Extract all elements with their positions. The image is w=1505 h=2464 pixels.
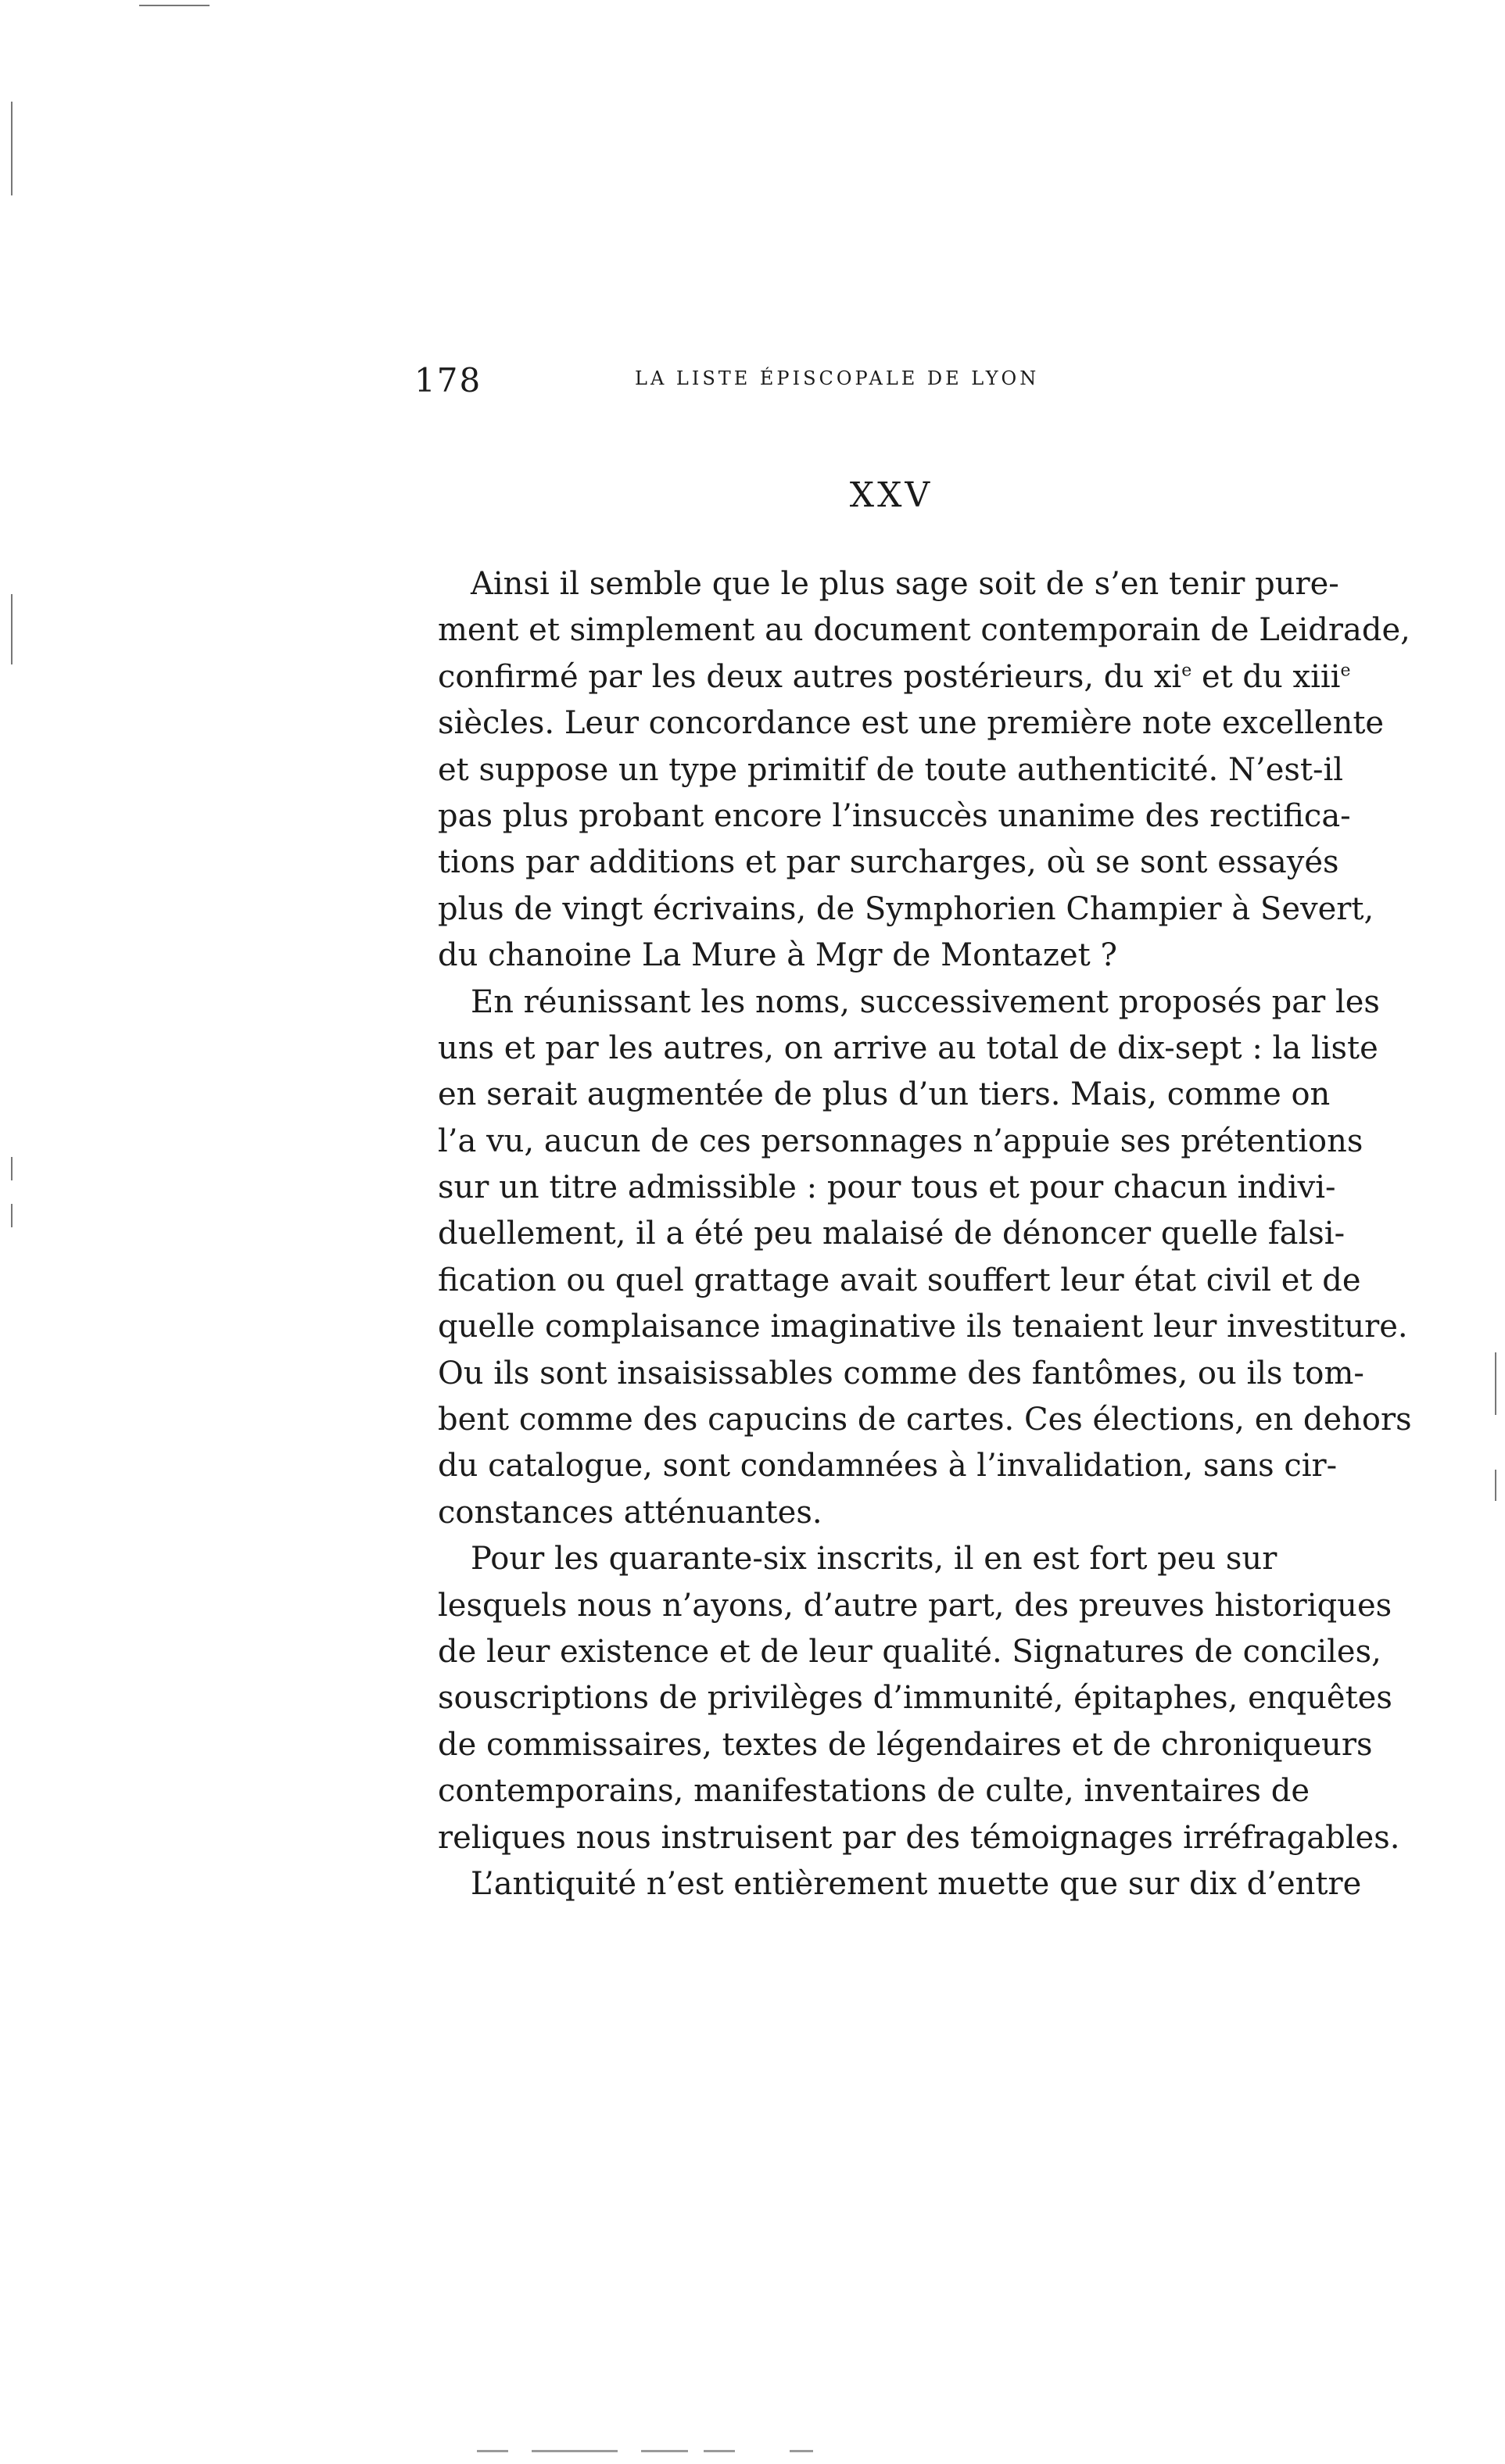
text-line: l’a vu, aucun de ces personnages n’appuie ses prétentions bbox=[438, 1123, 1363, 1159]
text-line: siècles. Leur concordance est une première note excellente bbox=[438, 705, 1385, 742]
scan-edge-mark bbox=[11, 102, 13, 195]
scan-bottom-mark bbox=[641, 2450, 688, 2452]
section-title: XXV bbox=[849, 475, 933, 515]
text-line: Pour les quarante-six inscrits, il en est fort peu sur bbox=[471, 1541, 1277, 1578]
scan-edge-mark bbox=[11, 1157, 13, 1180]
text-line: en serait augmentée de plus d’un tiers. Mais, comme on bbox=[438, 1076, 1331, 1113]
text-line: constances atténuantes. bbox=[438, 1494, 822, 1531]
text-line: de leur existence et de leur qualité. Signatures de conciles, bbox=[438, 1633, 1381, 1670]
scan-edge-mark bbox=[1495, 1470, 1496, 1501]
scan-bottom-mark bbox=[532, 2450, 618, 2452]
text-line: Ainsi il semble que le plus sage soit de s’en tenir pure- bbox=[471, 566, 1339, 602]
scan-edge-mark bbox=[1495, 1352, 1496, 1415]
superscript: e bbox=[1340, 661, 1351, 681]
body-text bbox=[438, 561, 1412, 1907]
superscript: e bbox=[1181, 661, 1192, 681]
page-number: 178 bbox=[414, 361, 482, 399]
text-line: fication ou quel grattage avait souffert leur état civil et de bbox=[438, 1262, 1361, 1298]
text-line: duellement, il a été peu malaisé de dénoncer quelle falsi- bbox=[438, 1216, 1346, 1252]
scan-edge-mark bbox=[11, 594, 13, 664]
text-line: tions par additions et par surcharges, où se sont essayés bbox=[438, 844, 1339, 881]
text-line: sur un titre admissible : pour tous et pour chacun indivi- bbox=[438, 1169, 1336, 1206]
scan-bottom-mark bbox=[704, 2450, 735, 2452]
running-head bbox=[414, 361, 1282, 408]
text-line: souscriptions de privilèges d’immunité, épitaphes, enquêtes bbox=[438, 1680, 1392, 1717]
text-line: du chanoine La Mure à Mgr de Montazet ? bbox=[438, 937, 1117, 974]
text-line: de commissaires, textes de légendaires et de chroniqueurs bbox=[438, 1726, 1373, 1763]
scan-edge-mark bbox=[139, 5, 210, 6]
text-line: plus de vingt écrivains, de Symphorien Champier à Severt, bbox=[438, 890, 1374, 927]
text-line: ment et simplement au document contemporain de Leidrade, bbox=[438, 612, 1410, 649]
text-line: du catalogue, sont condamnées à l’invalidation, sans cir- bbox=[438, 1448, 1338, 1484]
running-title: LA LISTE ÉPISCOPALE DE LYON bbox=[635, 367, 1040, 389]
text-line: lesquels nous n’ayons, d’autre part, des preuves historiques bbox=[438, 1587, 1392, 1624]
text-line: bent comme des capucins de cartes. Ces élections, en dehors bbox=[438, 1402, 1412, 1438]
text-line: et suppose un type primitif de toute authenticité. N’est-il bbox=[438, 751, 1344, 788]
scan-edge-mark bbox=[11, 1204, 13, 1227]
text-line: uns et par les autres, on arrive au total de dix-sept : la liste bbox=[438, 1030, 1378, 1066]
text-line: L’antiquité n’est entièrement muette que sur dix d’entre bbox=[471, 1865, 1362, 1902]
text-line: En réunissant les noms, successivement proposés par les bbox=[471, 983, 1380, 1020]
scan-bottom-mark bbox=[477, 2450, 508, 2452]
text-line bbox=[438, 654, 1351, 700]
text-line: pas plus probant encore l’insuccès unanime des rectifica- bbox=[438, 797, 1351, 834]
text-line: contemporains, manifestations de culte, inventaires de bbox=[438, 1773, 1310, 1810]
scan-bottom-mark bbox=[790, 2450, 813, 2452]
text-line: Ou ils sont insaisissables comme des fantômes, ou ils tom- bbox=[438, 1355, 1364, 1391]
text-line: quelle complaisance imaginative ils tenaient leur investiture. bbox=[438, 1309, 1408, 1345]
text-segment: et du xiii bbox=[1191, 658, 1341, 695]
text-segment: confirmé par les deux autres postérieurs, du xi bbox=[438, 658, 1182, 695]
text-line: reliques nous instruisent par des témoignages irréfragables. bbox=[438, 1819, 1400, 1856]
